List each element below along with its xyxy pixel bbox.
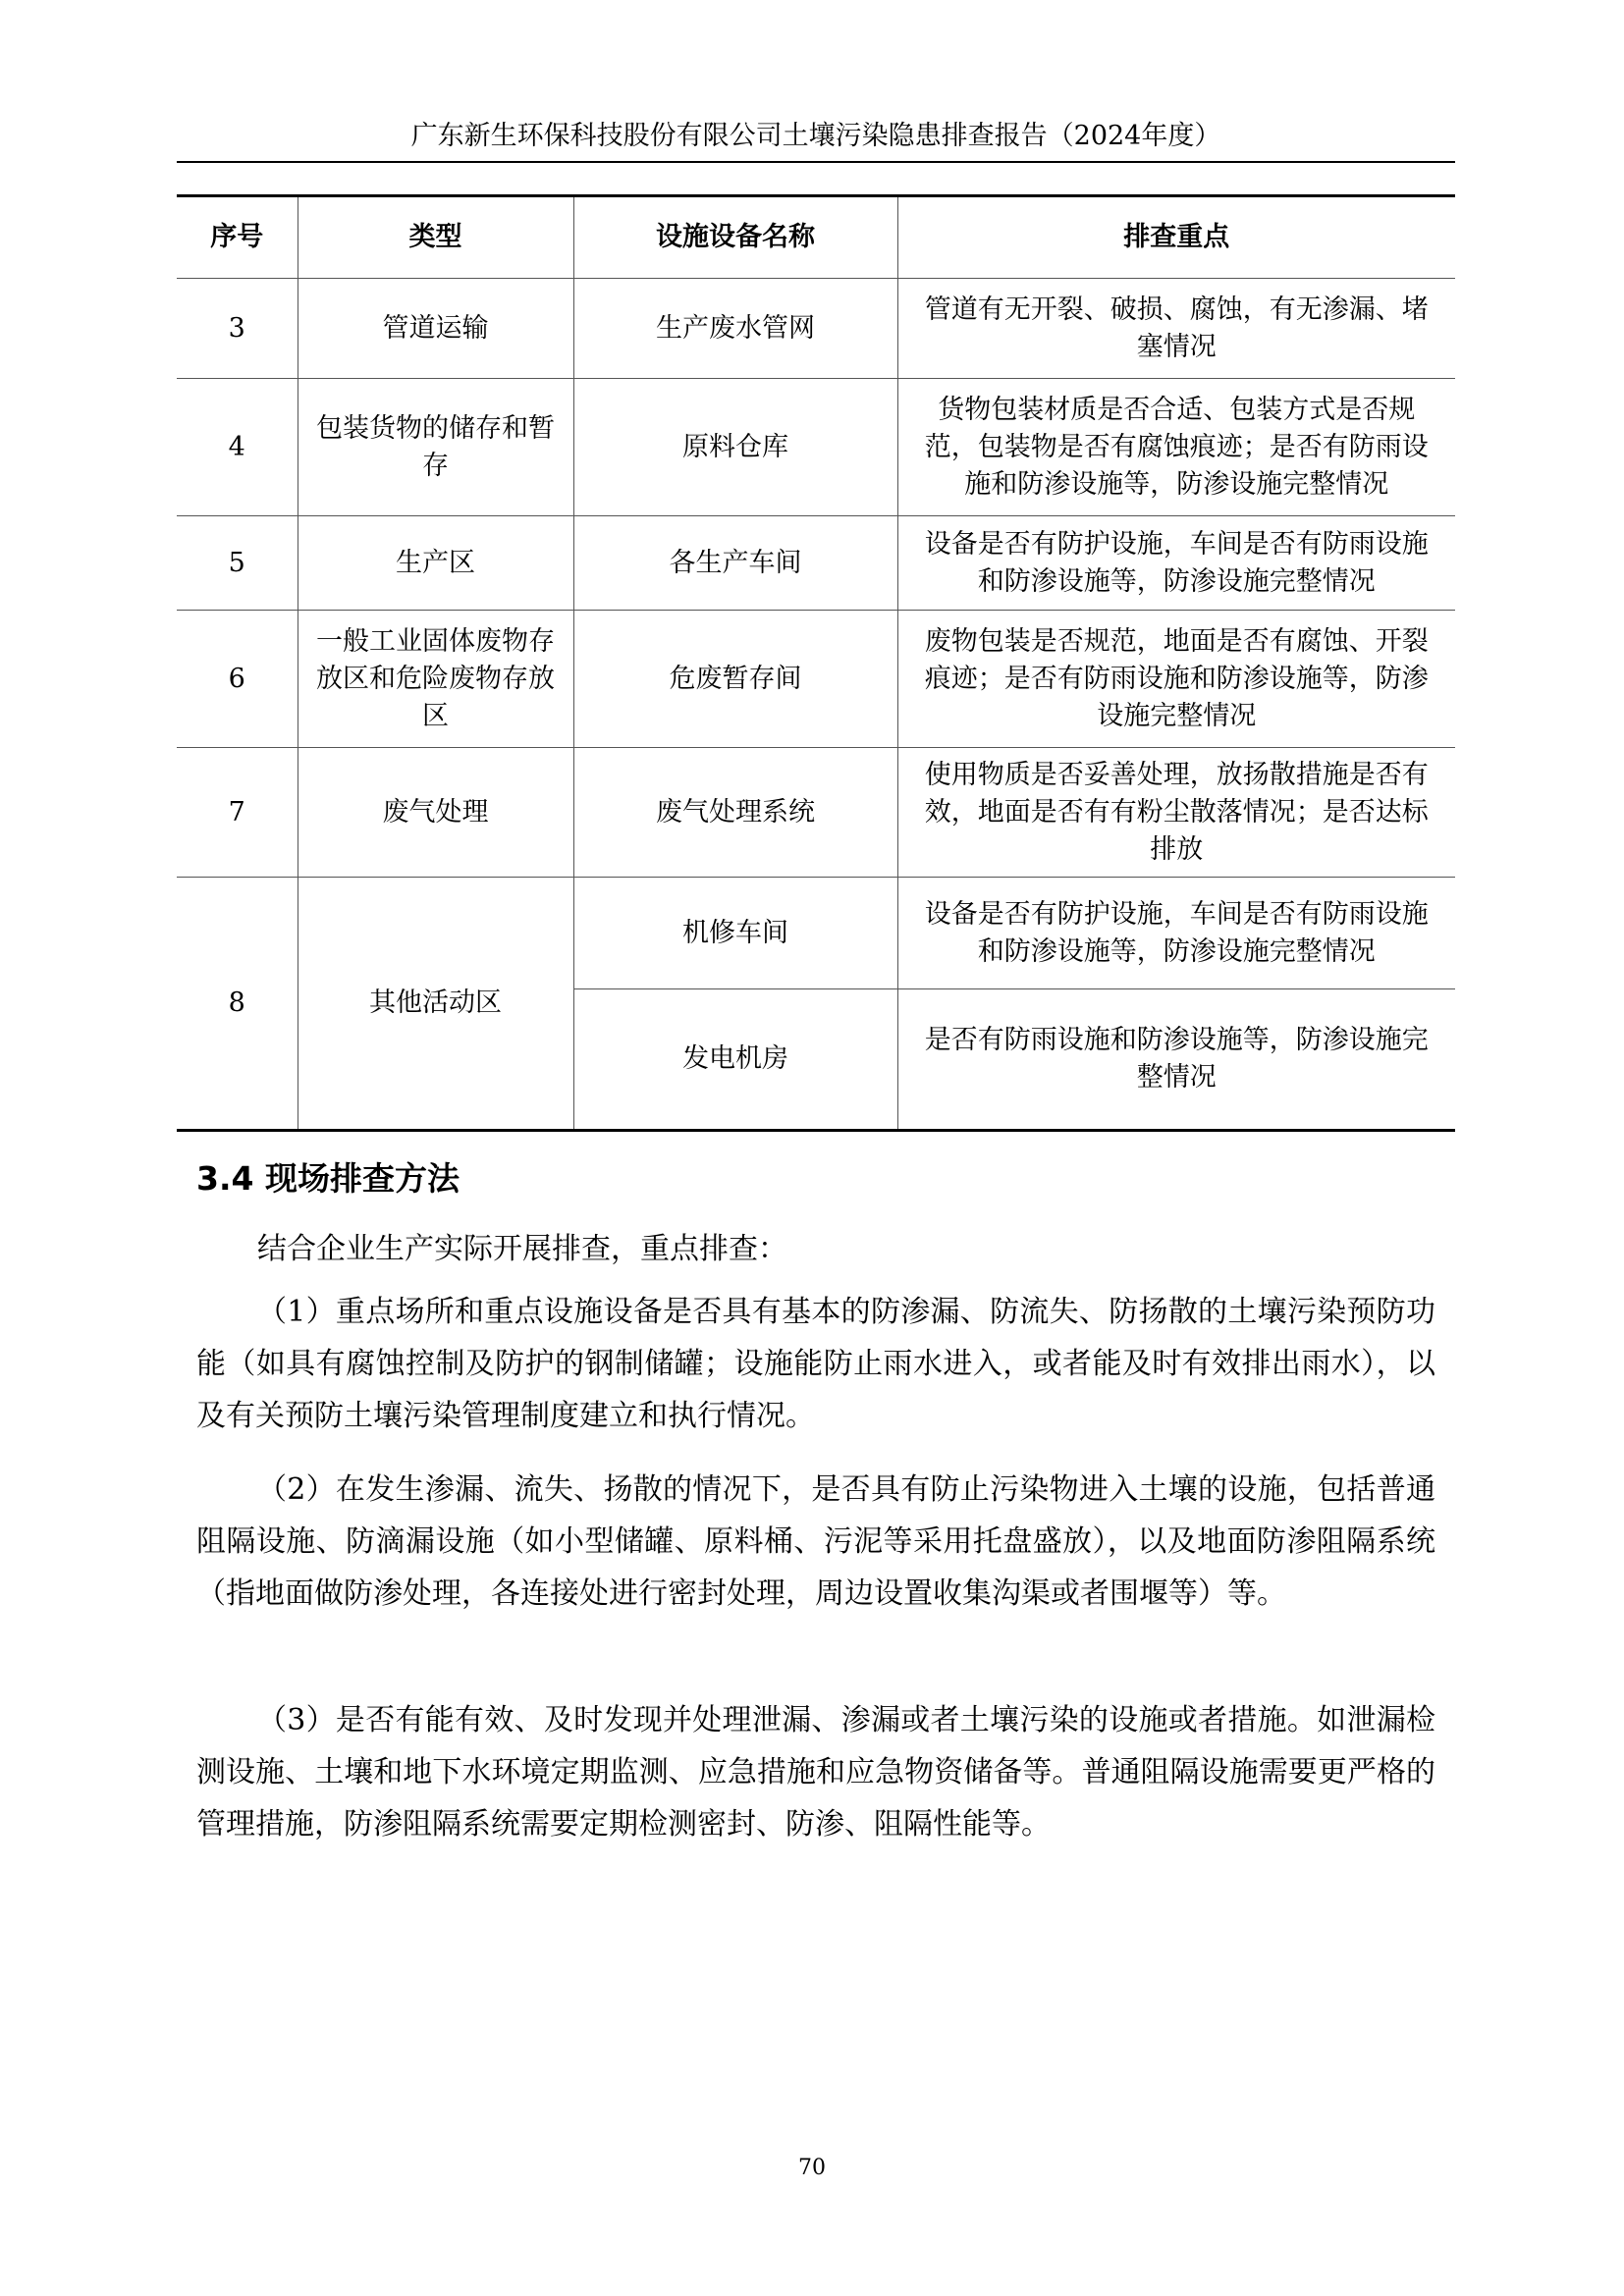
cell-type: 一般工业固体废物存放区和危险废物存放区	[298, 611, 573, 748]
header-facility: 设施设备名称	[573, 196, 897, 279]
paragraph: 结合企业生产实际开展排查，重点排查：	[257, 1232, 787, 1266]
paragraph: （2）在发生渗漏、流失、扬散的情况下，是否具有防止污染物进入土壤的设施，包括普通阻隔设施、防滴漏设施（如小型储罐、原料桶、污泥等采用托盘盛放），以及地面防渗阻隔系统（指地面做防渗处理，各连接处进行密封处理，周边设置收集沟渠或者围堰等）等。	[196, 1472, 1435, 1611]
cell-facility: 危废暂存间	[573, 611, 897, 748]
cell-no: 7	[177, 748, 298, 878]
cell-facility: 发电机房	[573, 989, 897, 1131]
page-number: 70	[798, 2156, 826, 2180]
table-row	[177, 516, 1455, 611]
cell-no: 3	[177, 279, 298, 379]
paragraph: （1）重点场所和重点设施设备是否具有基本的防渗漏、防流失、防扬散的土壤污染预防功能（如具有腐蚀控制及防护的钢制储罐；设施能防止雨水进入，或者能及时有效排出雨水），以及有关预防土壤污染管理制度建立和执行情况。	[196, 1295, 1435, 1433]
table-header-row	[177, 196, 1455, 279]
inspection-table	[177, 194, 1455, 1132]
cell-facility: 各生产车间	[573, 516, 897, 611]
header-type: 类型	[298, 196, 573, 279]
cell-focus: 管道有无开裂、破损、腐蚀，有无渗漏、堵塞情况	[897, 279, 1455, 379]
page-header: 广东新生环保科技股份有限公司土壤污染隐患排查报告（2024年度）	[410, 121, 1221, 151]
cell-focus: 设备是否有防护设施，车间是否有防雨设施和防渗设施等，防渗设施完整情况	[897, 878, 1455, 989]
table-row	[177, 279, 1455, 379]
cell-focus: 是否有防雨设施和防渗设施等，防渗设施完整情况	[897, 989, 1455, 1131]
table-row	[177, 379, 1455, 516]
section-heading: 3.4 现场排查方法	[196, 1159, 460, 1198]
cell-facility: 原料仓库	[573, 379, 897, 516]
cell-focus: 货物包装材质是否合适、包装方式是否规范，包装物是否有腐蚀痕迹；是否有防雨设施和防渗设施等，防渗设施完整情况	[897, 379, 1455, 516]
cell-type: 包装货物的储存和暂存	[298, 379, 573, 516]
table-row	[177, 748, 1455, 878]
cell-type: 管道运输	[298, 279, 573, 379]
cell-type: 废气处理	[298, 748, 573, 878]
paragraph: （3）是否有能有效、及时发现并处理泄漏、渗漏或者土壤污染的设施或者措施。如泄漏检测设施、土壤和地下水环境定期监测、应急措施和应急物资储备等。普通阻隔设施需要更严格的管理措施，防渗阻隔系统需要定期检测密封、防渗、阻隔性能等。	[196, 1703, 1435, 1842]
header-rule	[177, 161, 1455, 163]
cell-type: 生产区	[298, 516, 573, 611]
cell-facility: 机修车间	[573, 878, 897, 989]
cell-no: 4	[177, 379, 298, 516]
cell-no: 8	[177, 878, 298, 1131]
cell-no: 5	[177, 516, 298, 611]
cell-focus: 使用物质是否妥善处理，放扬散措施是否有效，地面是否有有粉尘散落情况；是否达标排放	[897, 748, 1455, 878]
cell-facility: 废气处理系统	[573, 748, 897, 878]
cell-no: 6	[177, 611, 298, 748]
table-row	[177, 611, 1455, 748]
cell-focus: 设备是否有防护设施，车间是否有防雨设施和防渗设施等，防渗设施完整情况	[897, 516, 1455, 611]
header-focus: 排查重点	[897, 196, 1455, 279]
cell-focus: 废物包装是否规范，地面是否有腐蚀、开裂痕迹；是否有防雨设施和防渗设施等，防渗设施完整情况	[897, 611, 1455, 748]
table-row	[177, 878, 1455, 989]
cell-facility: 生产废水管网	[573, 279, 897, 379]
cell-type: 其他活动区	[298, 878, 573, 1131]
header-no: 序号	[177, 196, 298, 279]
